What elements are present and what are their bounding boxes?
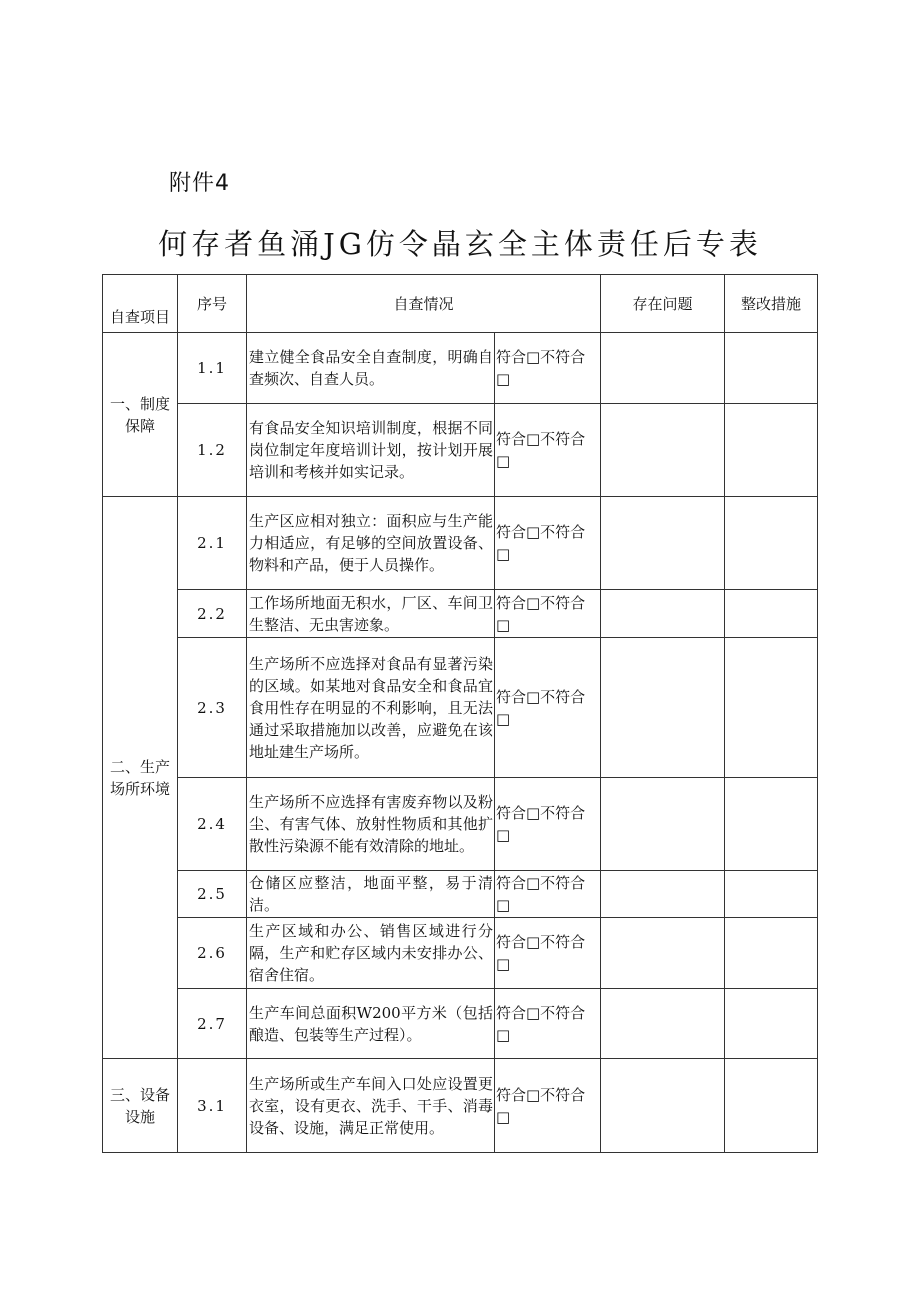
row-description: 生产场所不应选择对食品有显著污染的区域。如某地对食品安全和食品宜食用性存在明显的不利影响，且无法通过采取措施加以改善，应避免在该地址建生产场所。 bbox=[247, 638, 495, 778]
row-description: 生产场所或生产车间入口处应设置更衣室，设有更衣、洗手、干手、消毒设备、设施，满足正常使用。 bbox=[247, 1059, 495, 1153]
header-problems: 存在问题 bbox=[601, 275, 725, 333]
category-cell: 一、制度保障 bbox=[103, 333, 178, 497]
problem-cell[interactable] bbox=[601, 778, 725, 871]
table-row bbox=[103, 497, 818, 590]
row-number: 2.6 bbox=[178, 918, 247, 989]
measure-cell[interactable] bbox=[725, 590, 818, 638]
measure-cell[interactable] bbox=[725, 1059, 818, 1153]
measure-cell[interactable] bbox=[725, 638, 818, 778]
header-item: 自查项目 bbox=[103, 275, 178, 333]
problem-cell[interactable] bbox=[601, 404, 725, 497]
table-row bbox=[103, 989, 818, 1059]
compliance-checkbox[interactable]: 符合□不符合□ bbox=[495, 989, 601, 1059]
row-description: 生产区应相对独立：面积应与生产能力相适应，有足够的空间放置设备、物料和产品，便于人员操作。 bbox=[247, 497, 495, 590]
row-number: 2.3 bbox=[178, 638, 247, 778]
row-number: 1.2 bbox=[178, 404, 247, 497]
compliance-checkbox[interactable]: 符合□不符合□ bbox=[495, 333, 601, 404]
row-number: 2.2 bbox=[178, 590, 247, 638]
attachment-label: 附件4 bbox=[169, 171, 230, 196]
problem-cell[interactable] bbox=[601, 497, 725, 590]
problem-cell[interactable] bbox=[601, 1059, 725, 1153]
row-description: 有食品安全知识培训制度，根据不同岗位制定年度培训计划，按计划开展培训和考核并如实记录。 bbox=[247, 404, 495, 497]
measure-cell[interactable] bbox=[725, 918, 818, 989]
compliance-checkbox[interactable]: 符合□不符合□ bbox=[495, 918, 601, 989]
self-inspection-table bbox=[102, 274, 818, 1153]
table-row bbox=[103, 1059, 818, 1153]
measure-cell[interactable] bbox=[725, 333, 818, 404]
compliance-checkbox[interactable]: 符合□不符合□ bbox=[495, 404, 601, 497]
problem-cell[interactable] bbox=[601, 989, 725, 1059]
compliance-checkbox[interactable]: 符合□不符合□ bbox=[495, 871, 601, 918]
row-description: 生产场所不应选择有害废弃物以及粉尘、有害气体、放射性物质和其他扩散性污染源不能有效清除的地址。 bbox=[247, 778, 495, 871]
table-row bbox=[103, 871, 818, 918]
row-number: 1.1 bbox=[178, 333, 247, 404]
row-number: 2.7 bbox=[178, 989, 247, 1059]
row-description: 建立健全食品安全自查制度，明确自查频次、自查人员。 bbox=[247, 333, 495, 404]
row-number: 2.4 bbox=[178, 778, 247, 871]
compliance-checkbox[interactable]: 符合□不符合□ bbox=[495, 497, 601, 590]
row-number: 3.1 bbox=[178, 1059, 247, 1153]
compliance-checkbox[interactable]: 符合□不符合□ bbox=[495, 778, 601, 871]
header-seq: 序号 bbox=[178, 275, 247, 333]
row-description: 仓储区应整洁，地面平整，易于清洁。 bbox=[247, 871, 495, 918]
measure-cell[interactable] bbox=[725, 778, 818, 871]
measure-cell[interactable] bbox=[725, 871, 818, 918]
row-number: 2.5 bbox=[178, 871, 247, 918]
header-row bbox=[103, 275, 818, 333]
table-row bbox=[103, 918, 818, 989]
table-row bbox=[103, 404, 818, 497]
compliance-checkbox[interactable]: 符合□不符合□ bbox=[495, 638, 601, 778]
compliance-checkbox[interactable]: 符合□不符合□ bbox=[495, 590, 601, 638]
problem-cell[interactable] bbox=[601, 871, 725, 918]
problem-cell[interactable] bbox=[601, 918, 725, 989]
table-row bbox=[103, 778, 818, 871]
category-cell: 三、设备设施 bbox=[103, 1059, 178, 1153]
problem-cell[interactable] bbox=[601, 590, 725, 638]
header-measures: 整改措施 bbox=[725, 275, 818, 333]
header-situation: 自查情况 bbox=[247, 275, 601, 333]
measure-cell[interactable] bbox=[725, 497, 818, 590]
row-description: 生产区域和办公、销售区域进行分隔，生产和贮存区域内未安排办公、宿舍住宿。 bbox=[247, 918, 495, 989]
table-row bbox=[103, 638, 818, 778]
problem-cell[interactable] bbox=[601, 638, 725, 778]
table-row bbox=[103, 333, 818, 404]
row-number: 2.1 bbox=[178, 497, 247, 590]
measure-cell[interactable] bbox=[725, 989, 818, 1059]
measure-cell[interactable] bbox=[725, 404, 818, 497]
document-title: 何存者鱼涌JG仿令晶玄全主体责任后专表 bbox=[158, 227, 762, 261]
compliance-checkbox[interactable]: 符合□不符合□ bbox=[495, 1059, 601, 1153]
table-row bbox=[103, 590, 818, 638]
row-description: 生产车间总面积W200平方米（包括酿造、包装等生产过程）。 bbox=[247, 989, 495, 1059]
row-description: 工作场所地面无积水，厂区、车间卫生整洁、无虫害迹象。 bbox=[247, 590, 495, 638]
problem-cell[interactable] bbox=[601, 333, 725, 404]
category-cell: 二、生产场所环境 bbox=[103, 497, 178, 1059]
